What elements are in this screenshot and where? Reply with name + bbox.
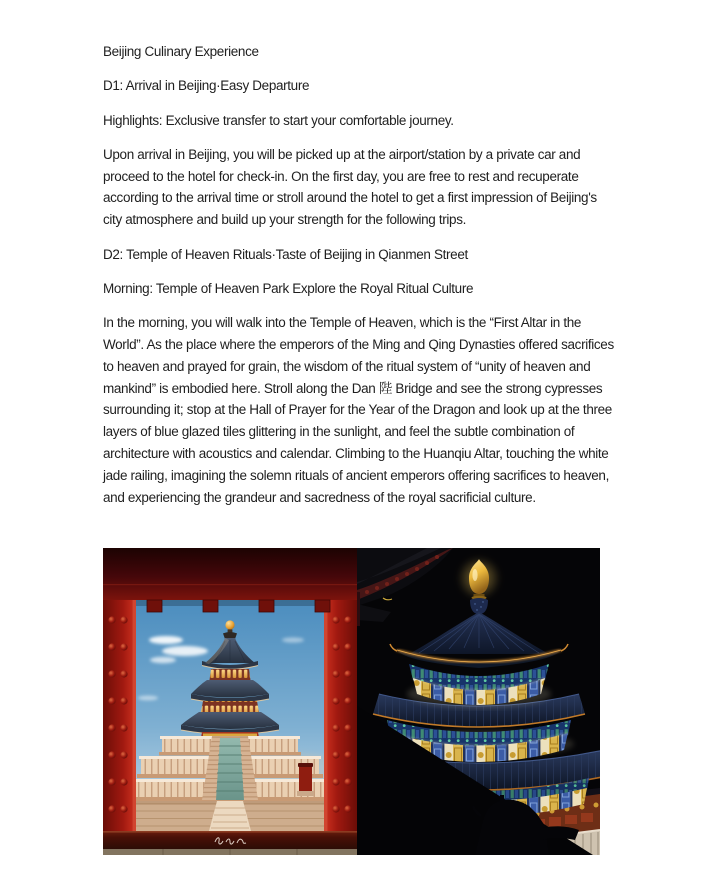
doc-title: Beijing Culinary Experience (103, 44, 259, 59)
document-text (103, 41, 619, 521)
temple-night-photo[interactable] (357, 548, 600, 855)
d1-heading: D1: Arrival in Beijing·Easy Departure (103, 78, 310, 94)
d2-heading: D2: Temple of Heaven Rituals·Taste of Beijing in Qianmen Street (103, 246, 468, 262)
d1-paragraph: Upon arrival in Beijing, you will be picked up at the airport/station by a private car and proceed to the hotel for check-in. On the first day, you are free to rest and recuperate according to the arrival time or stroll around the hotel to get a first impression of Beijing's city atmosphere and build up your strength for the following trips. (103, 146, 597, 228)
d1-highlights: Highlights: Exclusive transfer to start your comfortable journey. (103, 112, 454, 128)
red-stele (299, 765, 312, 793)
plaza (136, 801, 324, 831)
gate-lintel (103, 548, 357, 600)
gold-finial (225, 620, 234, 629)
photo-row (103, 548, 600, 855)
temple-day-photo[interactable] (103, 548, 357, 855)
d2-morning-heading: Morning: Temple of Heaven Park Explore the Royal Ritual Culture (103, 280, 474, 296)
d2-paragraph: In the morning, you will walk into the Temple of Heaven, which is the “First Altar in the World”. As the place where the emperors of the Ming and Qing Dynasties offered sacrifices to heaven and prayed for grain, the wisdom of the ritual system of “unity of heaven and mankind” is embodied here. Stroll along the Dan 陛 Bridge and see the strong cypresses surrounding it; stop at the Hall of Prayer for the Year of the Dragon and look up at the three layers of blue glazed tiles glittering in the sunlight, and feel the subtle combination of architecture with acoustics and calendar. Climbing to the Huanqiu Altar, touching the white jade railing, imagining the solemn rituals of ancient emperors offering sacrifices to heaven, and experiencing the grandeur and sacredness of the royal sacrificial culture. (103, 315, 614, 505)
